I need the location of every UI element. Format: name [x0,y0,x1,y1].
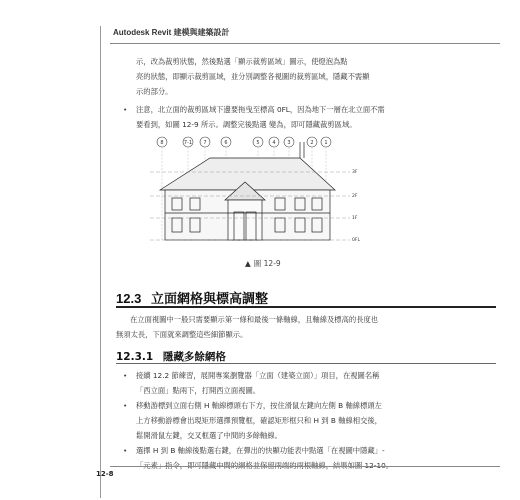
level-label: 2F [352,194,358,199]
paragraph-text: 移動游標到立面右側 H 軸線標頭右下方，按住滑鼠左鍵向左側 B 軸線標頭左 [136,401,382,410]
bullet-item [136,398,382,413]
grid-label: 2 [310,140,314,146]
paragraph-line [136,54,348,69]
paragraph-line [136,413,382,428]
paragraph-text: 在立面視圖中一般只需要顯示第一條和最後一條軸線，且軸線及標高的長度也 [130,315,379,324]
paragraph-line [136,383,260,398]
page-number: 12-8 [96,470,114,478]
paragraph-text: 示，改為裁剪狀態，然後點選「顯示裁剪區域」圖示，使燈泡為點 [136,57,348,66]
grid-bubbles [157,137,331,147]
grid-label: 7 [203,140,207,146]
paragraph-text: 示的部分。 [136,87,173,96]
level-label: 0FL [352,238,360,243]
paragraph-line [116,327,247,342]
paragraph-text: 選擇 H 到 B 軸線後點選右鍵，在彈出的快顯功能表中點選「在視圖中隱藏」- [136,446,385,455]
section-rule [116,306,496,308]
paragraph-text: 亮的狀態，即顯示裁剪區域，並分別調整各視圖的裁剪區域，隱藏不需顯 [136,72,370,81]
grid-label: 5 [256,140,260,146]
grid-label: 7-1 [183,140,193,146]
grid-label: 6 [224,140,228,146]
bullet-item [136,368,379,383]
paragraph-line [130,312,378,327]
caption-marker-icon: ▲ [245,259,251,268]
section-number: 12.3 [116,291,142,306]
caption-label: 圖 12-9 [253,259,281,268]
grid-label: 1 [324,140,328,146]
subsection-title [116,349,226,364]
section-title [116,288,268,307]
footer-rule [110,466,500,467]
subsection-name: 隱藏多餘網格 [162,351,226,363]
subsection-number: 12.3.1 [116,351,154,363]
grid-label: 8 [160,140,164,146]
paragraph-line [136,84,172,99]
level-label: 3F [352,170,358,175]
paragraph-text: 接續 12.2 節練習，展開專案瀏覽器「立面（建築立面）」項目，在視圖名稱 [136,371,380,380]
paragraph-text: 無須太長，下面就來調整這些細節顯示。 [116,330,248,339]
section-name: 立面網格與標高調整 [150,291,268,306]
paragraph-text: 「西立面」點兩下，打開西立面視圖。 [136,386,261,395]
figure-caption [245,258,281,269]
elevation-figure [150,130,380,260]
paragraph-text: 要看到，如圖 12-9 所示。調整完後點選 變為，即可隱藏裁剪區域。 [136,120,357,129]
paragraph-line [136,428,282,443]
level-label: 1F [352,216,358,221]
elevation-drawing [150,130,380,260]
bullet-item [136,102,385,117]
subsection-rule [116,363,496,364]
building-elevation [160,142,335,240]
bullet-item [136,443,385,458]
paragraph-text: 注意，北立面的裁剪區域下邊要拖曳至標高 0FL，因為地下一層在北立面不需 [136,105,385,114]
book-header: Autodesk Revit 建模與建築設計 [113,28,230,37]
paragraph-text: 上方移動游標會出現矩形選擇預覽框，確認矩形框只和 H 到 B 軸線相交後， [136,416,382,425]
header-rule [110,43,500,44]
grid-label: 3 [287,140,291,146]
paragraph-line [136,69,370,84]
level-labels [352,169,360,243]
grid-label: 4 [272,140,276,146]
paragraph-text: 鬆開滑鼠左鍵，交叉框選了中間的多餘軸線。 [136,431,282,440]
